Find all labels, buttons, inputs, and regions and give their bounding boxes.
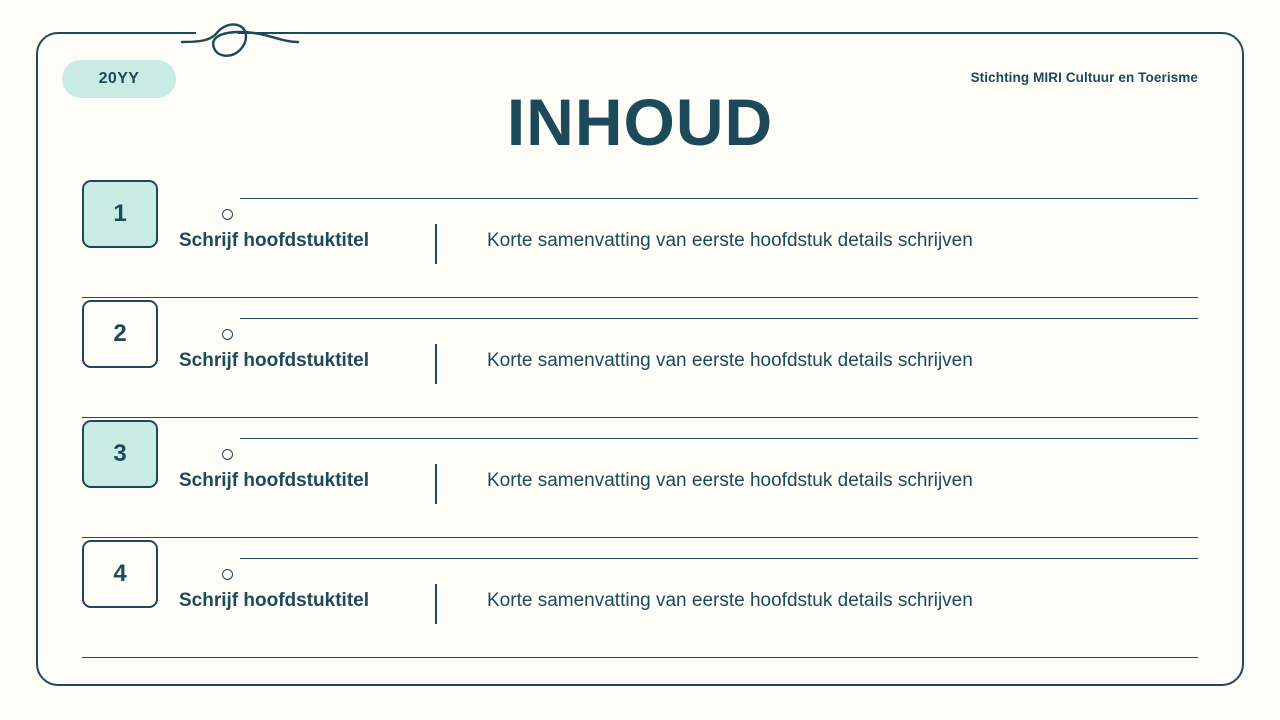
chapter-title: Schrijf hoofdstuktitel	[179, 350, 369, 371]
connector-dot-icon	[222, 329, 233, 340]
row-bottom-rule	[82, 417, 1198, 418]
row-top-rule	[240, 198, 1198, 199]
chapter-title: Schrijf hoofdstuktitel	[179, 470, 369, 491]
connector-dot-icon	[222, 449, 233, 460]
chapter-number-box: 3	[82, 420, 158, 488]
list-item[interactable]	[82, 428, 1198, 548]
chapter-description: Korte samenvatting van eerste hoofdstuk details schrijven	[487, 230, 973, 251]
row-top-rule	[240, 318, 1198, 319]
chapter-number-box: 1	[82, 180, 158, 248]
chapter-title: Schrijf hoofdstuktitel	[179, 590, 369, 611]
list-item[interactable]	[82, 308, 1198, 428]
row-top-rule	[240, 558, 1198, 559]
vertical-divider	[435, 224, 437, 264]
vertical-divider	[435, 344, 437, 384]
chapter-description: Korte samenvatting van eerste hoofdstuk details schrijven	[487, 590, 973, 611]
chapter-number-box: 4	[82, 540, 158, 608]
list-item[interactable]	[82, 548, 1198, 668]
row-bottom-rule	[82, 537, 1198, 538]
connector-dot-icon	[222, 569, 233, 580]
row-top-rule	[240, 438, 1198, 439]
vertical-divider	[435, 464, 437, 504]
chapter-number-box: 2	[82, 300, 158, 368]
vertical-divider	[435, 584, 437, 624]
contents-list	[82, 188, 1198, 668]
row-bottom-rule	[82, 297, 1198, 298]
page-title: INHOUD	[506, 85, 774, 159]
connector-dot-icon	[222, 209, 233, 220]
chapter-description: Korte samenvatting van eerste hoofdstuk details schrijven	[487, 470, 973, 491]
chapter-description: Korte samenvatting van eerste hoofdstuk details schrijven	[487, 350, 973, 371]
row-bottom-rule	[82, 657, 1198, 658]
chapter-title: Schrijf hoofdstuktitel	[179, 230, 369, 251]
list-item[interactable]	[82, 188, 1198, 308]
frame-border-gap	[196, 24, 238, 42]
year-badge: 20YY	[62, 60, 176, 98]
organization-name: Stichting MIRI Cultuur en Toerisme	[970, 70, 1198, 85]
